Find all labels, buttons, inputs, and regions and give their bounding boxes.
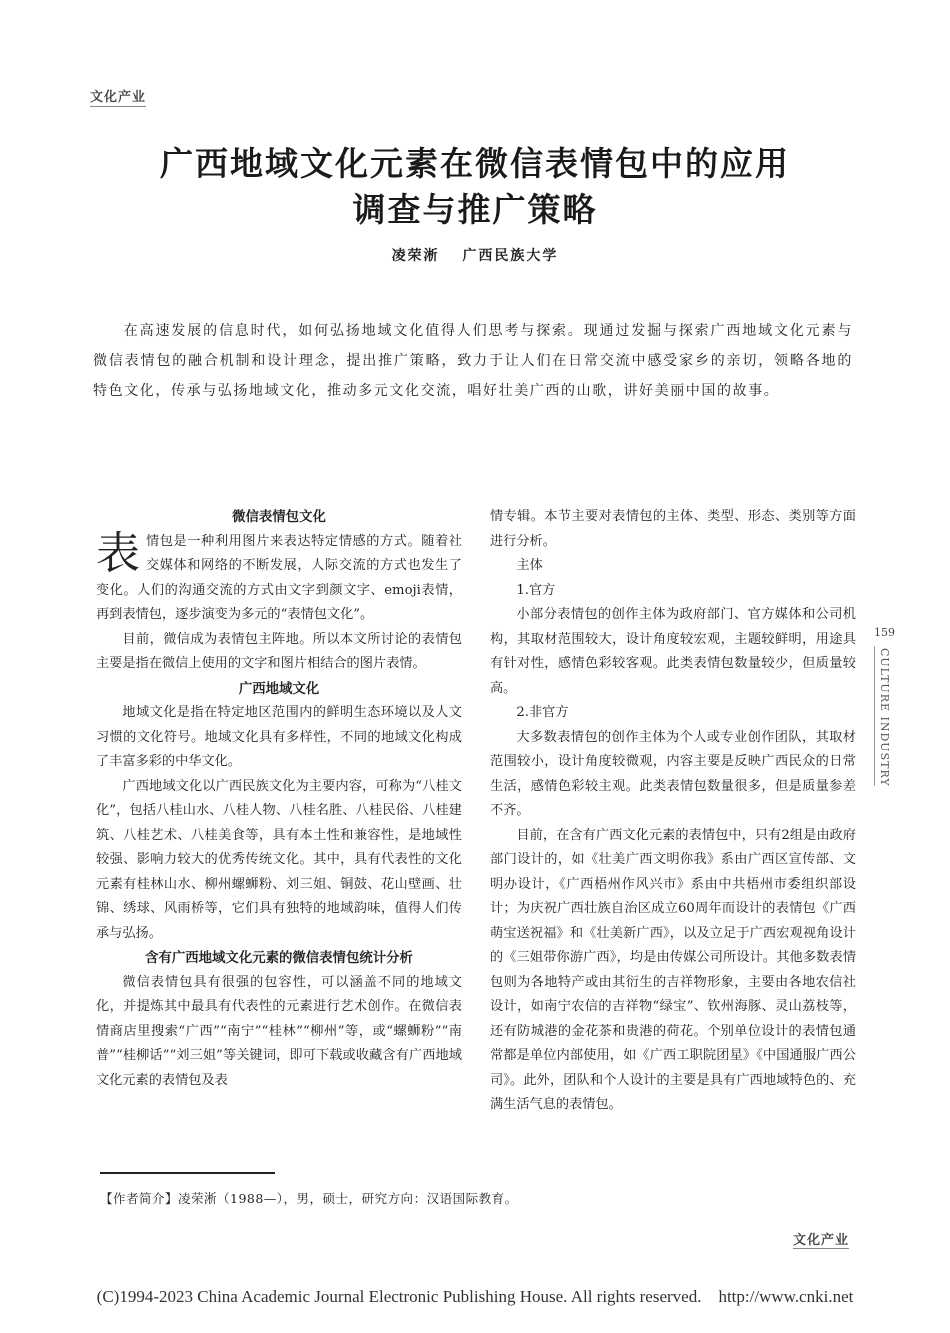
- drop-cap: 表: [96, 527, 140, 579]
- author-footnote: 【作者简介】凌荣淅（1988—），男，硕士，研究方向：汉语国际教育。: [100, 1191, 518, 1206]
- paragraph: [96, 527, 462, 628]
- paragraph: 广西地域文化以广西民族文化为主要内容，可称为“八桂文化”，包括八桂山水、八桂人物、八桂名胜、八桂民俗、八桂建筑、八桂艺术、八桂美食等，具有本土性和兼容性，是地域性较强、影响力较大的优秀传统文化。其中，具有代表性的文化元素有桂林山水、柳州螺蛳粉、刘三姐、铜鼓、花山壁画、壮锦、绣球、风雨桥等，它们具有独特的地域韵味，值得人们传承与弘扬。: [96, 778, 462, 941]
- sidebar-divider: [874, 646, 875, 786]
- paragraph: 情专辑。本节主要对表情包的主体、类型、形态、类别等方面进行分析。: [490, 509, 856, 549]
- affiliation: 广西民族大学: [462, 248, 559, 264]
- journal-name-vertical: CULTURE INDUSTRY: [878, 648, 891, 787]
- section-tag: 文化产业: [90, 86, 146, 107]
- section-heading: 微信表情包文化: [232, 509, 326, 525]
- article-title-line1: 广西地域文化元素在微信表情包中的应用: [160, 144, 790, 183]
- subheading: 1.官方: [516, 582, 556, 598]
- byline: [0, 245, 950, 265]
- paragraph: 目前，在含有广西文化元素的表情包中，只有2组是由政府部门设计的，如《壮美广西文明你我》系由广西区宣传部、文明办设计，《广西梧州作风兴市》系由中共梧州市委组织部设计；为庆祝广西壮族自治区成立60周年而设计的表情包《广西萌宝送祝福》和《壮美新广西》，以及立足于广西宏观视角设计的《三姐带你游广西》，均是由传媒公司所设计。其他多数表情包则为各地特产或由其衍生的吉祥物形象，主要由各地农信社设计，如南宁农信的吉祥物“绿宝”、钦州海豚、灵山荔枝等，还有防城港的金花茶和贵港的荷花。个别单位设计的表情包通常都是单位内部使用，如《广西工职院团星》《中国通服广西公司》。此外，团队和个人设计的主要是具有广西地域特色的、充满生活气息的表情包。: [490, 827, 856, 1112]
- abstract: 在高速发展的信息时代，如何弘扬地域文化值得人们思考与探索。现通过发掘与探索广西地域文化元素与微信表情包的融合机制和设计理念，提出推广策略，致力于让人们在日常交流中感受家乡的亲切，领略各地的特色文化，传承与弘扬地域文化，推动多元文化交流，唱好壮美广西的山歌，讲好美丽中国的故事。: [93, 323, 853, 399]
- section-heading: 含有广西地域文化元素的微信表情包统计分析: [145, 950, 413, 966]
- paragraph: 地域文化是指在特定地区范围内的鲜明生态环境以及人文习惯的文化符号。地域文化具有多样性，不同的地域文化构成了丰富多彩的中华文化。: [96, 705, 462, 769]
- paragraph: 大多数表情包的创作主体为个人或专业创作团队，其取材范围较小，设计角度较微观，内容主要是反映广西民众的日常生活，感情色彩较主观。此类表情包数量很多，但是质量参差不齐。: [490, 729, 856, 818]
- subheading: 主体: [516, 558, 543, 573]
- section-heading: 广西地域文化: [238, 680, 320, 697]
- paragraph-text: 情包是一种利用图片来表达特定情感的方式。随着社交媒体和网络的不断发展，人际交流的方式也发生了变化。人们的沟通交流的方式由文字到颜文字、emoji表情，再到表情包，逐步演变为多元的“表情包文化”。: [96, 533, 462, 622]
- paragraph: 目前，微信成为表情包主阵地。所以本文所讨论的表情包主要是指在微信上使用的文字和图片相结合的图片表情。: [96, 631, 462, 671]
- article-title-line2: 调查与推广策略: [352, 190, 598, 229]
- copyright-notice: (C)1994-2023 China Academic Journal Electronic Publishing House. All rights reserved. http://www.cnki.net: [96, 1287, 854, 1306]
- left-column: [96, 505, 462, 1093]
- paragraph: 微信表情包具有很强的包容性，可以涵盖不同的地域文化，并提炼其中最具有代表性的元素进行艺术创作。在微信表情商店里搜索“广西”“南宁”“桂林”“柳州”等，或“螺蛳粉”“南普”“桂柳话”“刘三姐”等关键词，即可下载或收藏含有广西地域文化元素的表情包及表: [96, 974, 462, 1088]
- author-name: 凌荣淅: [391, 248, 440, 264]
- subheading: 2.非官方: [516, 705, 569, 720]
- footnote-divider: [100, 1172, 275, 1174]
- footer-section-tag: 文化产业: [793, 1229, 849, 1249]
- paragraph: 小部分表情包的创作主体为政府部门、官方媒体和公司机构，其取材范围较大，设计角度较宏观，主题较鲜明，用途具有针对性，感情色彩较客观。此类表情包数量较少，但质量较高。: [490, 607, 856, 696]
- right-column: [490, 505, 856, 1118]
- page-number: 159: [874, 626, 895, 639]
